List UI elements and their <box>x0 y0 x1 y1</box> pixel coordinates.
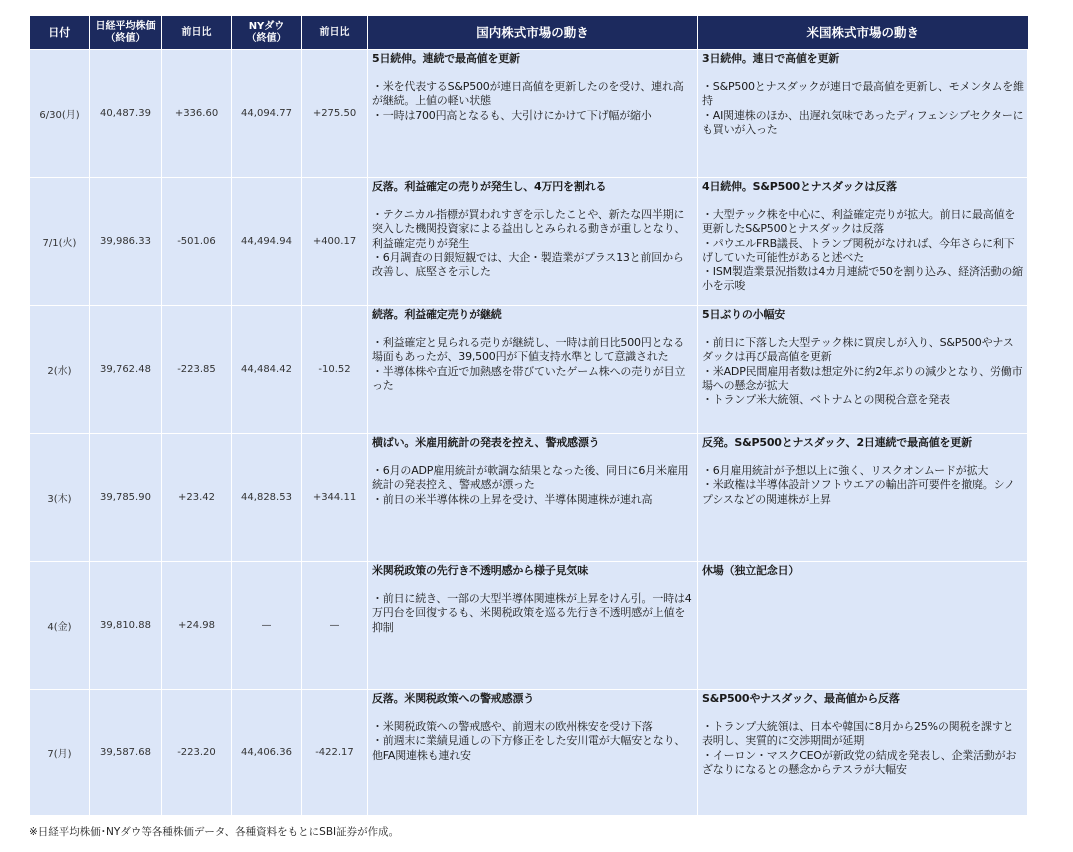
cell-ny-change: +344.11 <box>302 434 368 562</box>
cell-nikkei-change: -223.20 <box>162 690 232 816</box>
cell-us-market <box>698 50 1028 178</box>
cell-us-market <box>698 690 1028 816</box>
cell-nikkei-change: +24.98 <box>162 562 232 690</box>
market-summary <box>29 16 1027 816</box>
us-market-bullet: ・米政権は半導体設計ソフトウエアの輸出許可要件を撤廃。シノプシスなどの関連株が上昇 <box>702 478 1015 506</box>
header-us-market: 米国株式市場の動き <box>698 16 1028 50</box>
jp-market-bullet: ・6月調査の日銀短観では、大企・製造業がプラス13と前回から改善し、底堅さを示した <box>372 250 684 279</box>
jp-market-headline: 横ばい。米雇用統計の発表を控え、警戒感漂う <box>372 436 600 449</box>
jp-market-bullet: ・利益確定と見られる売りが継続し、一時は前日比500円となる場面もあったが、39,500円が下値支持水準として意識された <box>372 336 684 364</box>
cell-us-market <box>698 434 1028 562</box>
jp-market-bullet: ・テクニカル指標が買われすぎを示したことや、新たな四半期に突入した機関投資家による益出しとみられる動きが重しとなり、利益確定売りが発生 <box>372 208 686 250</box>
jp-market-headline: 続落。利益確定売りが継続 <box>372 308 502 321</box>
cell-us-market <box>698 306 1028 434</box>
cell-jp-market <box>368 50 698 178</box>
us-market-bullet: ・ISM製造業景況指数は4カ月連続で50を割り込み、経済活動の縮小を示唆 <box>702 265 1023 293</box>
cell-ny-change: +400.17 <box>302 178 368 306</box>
jp-market-headline: 5日続伸。連続で最高値を更新 <box>372 52 520 65</box>
us-market-headline: 4日続伸。S&P500とナスダックは反落 <box>702 180 897 193</box>
cell-ny-close: 44,484.42 <box>232 306 302 434</box>
us-market-bullet: ・イーロン・マスクCEOが新政党の結成を発表し、企業活動がおざなりになるとの懸念からテスラが大幅安 <box>702 748 1017 776</box>
jp-market-bullet: ・米を代表するS&P500が連日高値を更新したのを受け、連れ高が継続。上値の軽い状態 <box>372 80 684 108</box>
table-row <box>30 434 1028 562</box>
us-market-bullet: ・パウエルFRB議長、トランプ関税がなければ、今年さらに利下げしていた可能性があると述べた <box>702 236 1015 264</box>
cell-ny-close: 44,828.53 <box>232 434 302 562</box>
cell-us-market <box>698 178 1028 306</box>
jp-market-bullet: ・前日の米半導体株の上昇を受け、半導体関連株が連れ高 <box>372 492 653 506</box>
jp-market-headline: 反落。利益確定の売りが発生し、4万円を割れる <box>372 180 607 193</box>
cell-jp-market <box>368 306 698 434</box>
us-market-headline: S&P500やナスダック、最高値から反落 <box>702 692 900 705</box>
jp-market-bullet: ・前日に続き、一部の大型半導体関連株が上昇をけん引。一時は4万円台を回復するも、米関税政策を巡る先行き不透明感が上値を抑制 <box>372 592 692 634</box>
cell-jp-market <box>368 178 698 306</box>
cell-nikkei-close: 39,810.88 <box>90 562 162 690</box>
header-date: 日付 <box>30 16 90 50</box>
jp-market-bullet: ・半導体株や直近で加熱感を帯びていたゲーム株への売りが目立った <box>372 364 686 392</box>
cell-jp-market <box>368 690 698 816</box>
cell-ny-change: -422.17 <box>302 690 368 816</box>
us-market-bullet: ・AI関連株のほか、出遅れ気味であったディフェンシブセクターにも買いが入った <box>702 108 1024 136</box>
cell-date: 4(金) <box>30 562 90 690</box>
us-market-bullet: ・トランプ大統領は、日本や韓国に8月から25%の関税を課すと表明し、実質的に交渉期間が延期 <box>702 720 1014 748</box>
cell-nikkei-close: 39,986.33 <box>90 178 162 306</box>
cell-nikkei-close: 39,785.90 <box>90 434 162 562</box>
cell-ny-change: +275.50 <box>302 50 368 178</box>
cell-jp-market <box>368 562 698 690</box>
us-market-bullet: ・米ADP民間雇用者数は想定外に約2年ぶりの減少となり、労働市場への懸念が拡大 <box>702 364 1023 392</box>
cell-nikkei-change: -501.06 <box>162 178 232 306</box>
header-ny: NYダウ （終値） <box>232 16 302 50</box>
table-row <box>30 562 1028 690</box>
jp-market-bullet: ・一時は700円高となるも、大引けにかけて下げ幅が縮小 <box>372 108 652 122</box>
cell-nikkei-change: +336.60 <box>162 50 232 178</box>
market-table <box>29 16 1028 816</box>
header-nikkei-change: 前日比 <box>162 16 232 50</box>
cell-ny-close: 44,094.77 <box>232 50 302 178</box>
us-market-headline: 休場（独立記念日） <box>702 564 800 577</box>
table-row <box>30 178 1028 306</box>
cell-ny-change: — <box>302 562 368 690</box>
cell-ny-change: -10.52 <box>302 306 368 434</box>
us-market-headline: 3日続伸。連日で高値を更新 <box>702 52 840 65</box>
us-market-bullet: ・S&P500とナスダックが連日で最高値を更新し、モメンタムを維持 <box>702 80 1024 108</box>
cell-us-market <box>698 562 1028 690</box>
jp-market-bullet: ・6月のADP雇用統計が軟調な結果となった後、同日に6月米雇用統計の発表控え、警戒感が漂った <box>372 464 689 492</box>
cell-date: 6/30(月) <box>30 50 90 178</box>
cell-ny-close: 44,406.36 <box>232 690 302 816</box>
jp-market-bullet: ・前週末に業績見通しの下方修正をした安川電が大幅安となり、他FA関連株も連れ安 <box>372 734 686 762</box>
cell-date: 3(木) <box>30 434 90 562</box>
cell-ny-close: 44,494.94 <box>232 178 302 306</box>
table-row <box>30 50 1028 178</box>
cell-date: 7/1(火) <box>30 178 90 306</box>
cell-jp-market <box>368 434 698 562</box>
us-market-bullet: ・前日に下落した大型テック株に買戻しが入り、S&P500やナスダックは再び最高値を更新 <box>702 336 1014 364</box>
cell-nikkei-close: 39,587.68 <box>90 690 162 816</box>
cell-nikkei-close: 40,487.39 <box>90 50 162 178</box>
footer-note: ※日経平均株価･NYダウ等各種株価データ、各種資料をもとにSBI証券が作成。 <box>29 826 400 838</box>
jp-market-headline: 米関税政策の先行き不透明感から様子見気味 <box>372 564 588 577</box>
cell-date: 7(月) <box>30 690 90 816</box>
cell-date: 2(水) <box>30 306 90 434</box>
header-jp-market: 国内株式市場の動き <box>368 16 698 50</box>
cell-nikkei-change: -223.85 <box>162 306 232 434</box>
cell-nikkei-close: 39,762.48 <box>90 306 162 434</box>
header-ny-change: 前日比 <box>302 16 368 50</box>
jp-market-headline: 反落。米関税政策への警戒感漂う <box>372 692 534 705</box>
cell-nikkei-change: +23.42 <box>162 434 232 562</box>
us-market-bullet: ・大型テック株を中心に、利益確定売りが拡大。前日に最高値を更新したS&P500とナスダックは反落 <box>702 208 1016 236</box>
header-nikkei: 日経平均株価 （終値） <box>90 16 162 50</box>
header-row <box>30 16 1028 50</box>
table-row <box>30 690 1028 816</box>
table-row <box>30 306 1028 434</box>
cell-ny-close: — <box>232 562 302 690</box>
jp-market-bullet: ・米関税政策への警戒感や、前週末の欧州株安を受け下落 <box>372 720 653 734</box>
us-market-headline: 反発。S&P500とナスダック、2日連続で最高値を更新 <box>702 436 972 449</box>
us-market-bullet: ・トランプ米大統領、ベトナムとの関税合意を発表 <box>702 393 950 407</box>
us-market-bullet: ・6月雇用統計が予想以上に強く、リスクオンムードが拡大 <box>702 464 989 478</box>
us-market-headline: 5日ぶりの小幅安 <box>702 308 786 321</box>
